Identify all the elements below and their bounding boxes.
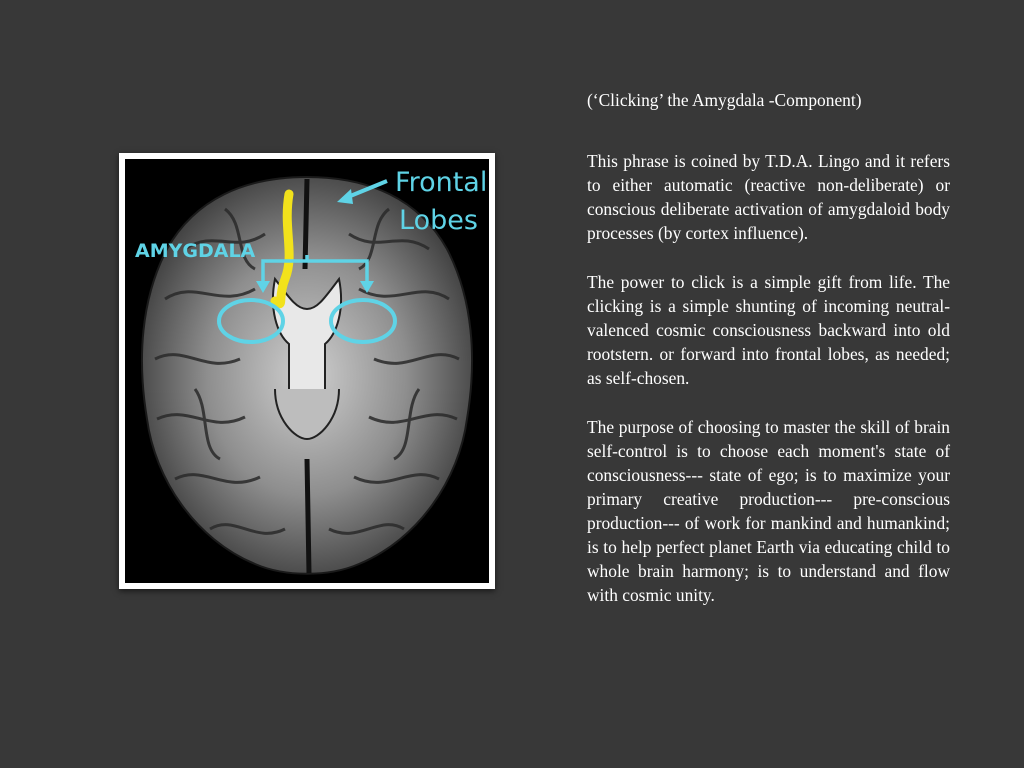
paragraph-1: This phrase is coined by T.D.A. Lingo and it refers to either automatic (reactive non-deliberate) or conscious deliberate activation of amygdaloid body processes (by cortex influence). bbox=[587, 151, 950, 243]
label-frontal: Frontal bbox=[395, 167, 488, 198]
text-column bbox=[587, 88, 950, 632]
paragraph-2: The power to click is a simple gift from life. The clicking is a simple shunting of incoming neutral-valenced cosmic consciousness backward into old rootstern. or forward into frontal lobes, as needed; as self-chosen. bbox=[587, 272, 950, 388]
brain-figure-frame bbox=[119, 153, 495, 589]
brain-scan-illustration bbox=[125, 159, 489, 583]
heading: (‘Clicking’ the Amygdala -Component) bbox=[587, 90, 862, 110]
label-amygdala: AMYGDALA bbox=[135, 240, 256, 262]
label-lobes: Lobes bbox=[399, 205, 478, 236]
paragraph-3: The purpose of choosing to master the skill of brain self-control is to choose each moment's state of consciousness--- state of ego; is to maximize your primary creative production--- pre-conscious production--- of work for mankind and humankind; is to help perfect planet Earth via educating child to whole brain harmony; is to understand and flow with cosmic unity. bbox=[587, 417, 950, 605]
brain-figure bbox=[125, 159, 489, 583]
